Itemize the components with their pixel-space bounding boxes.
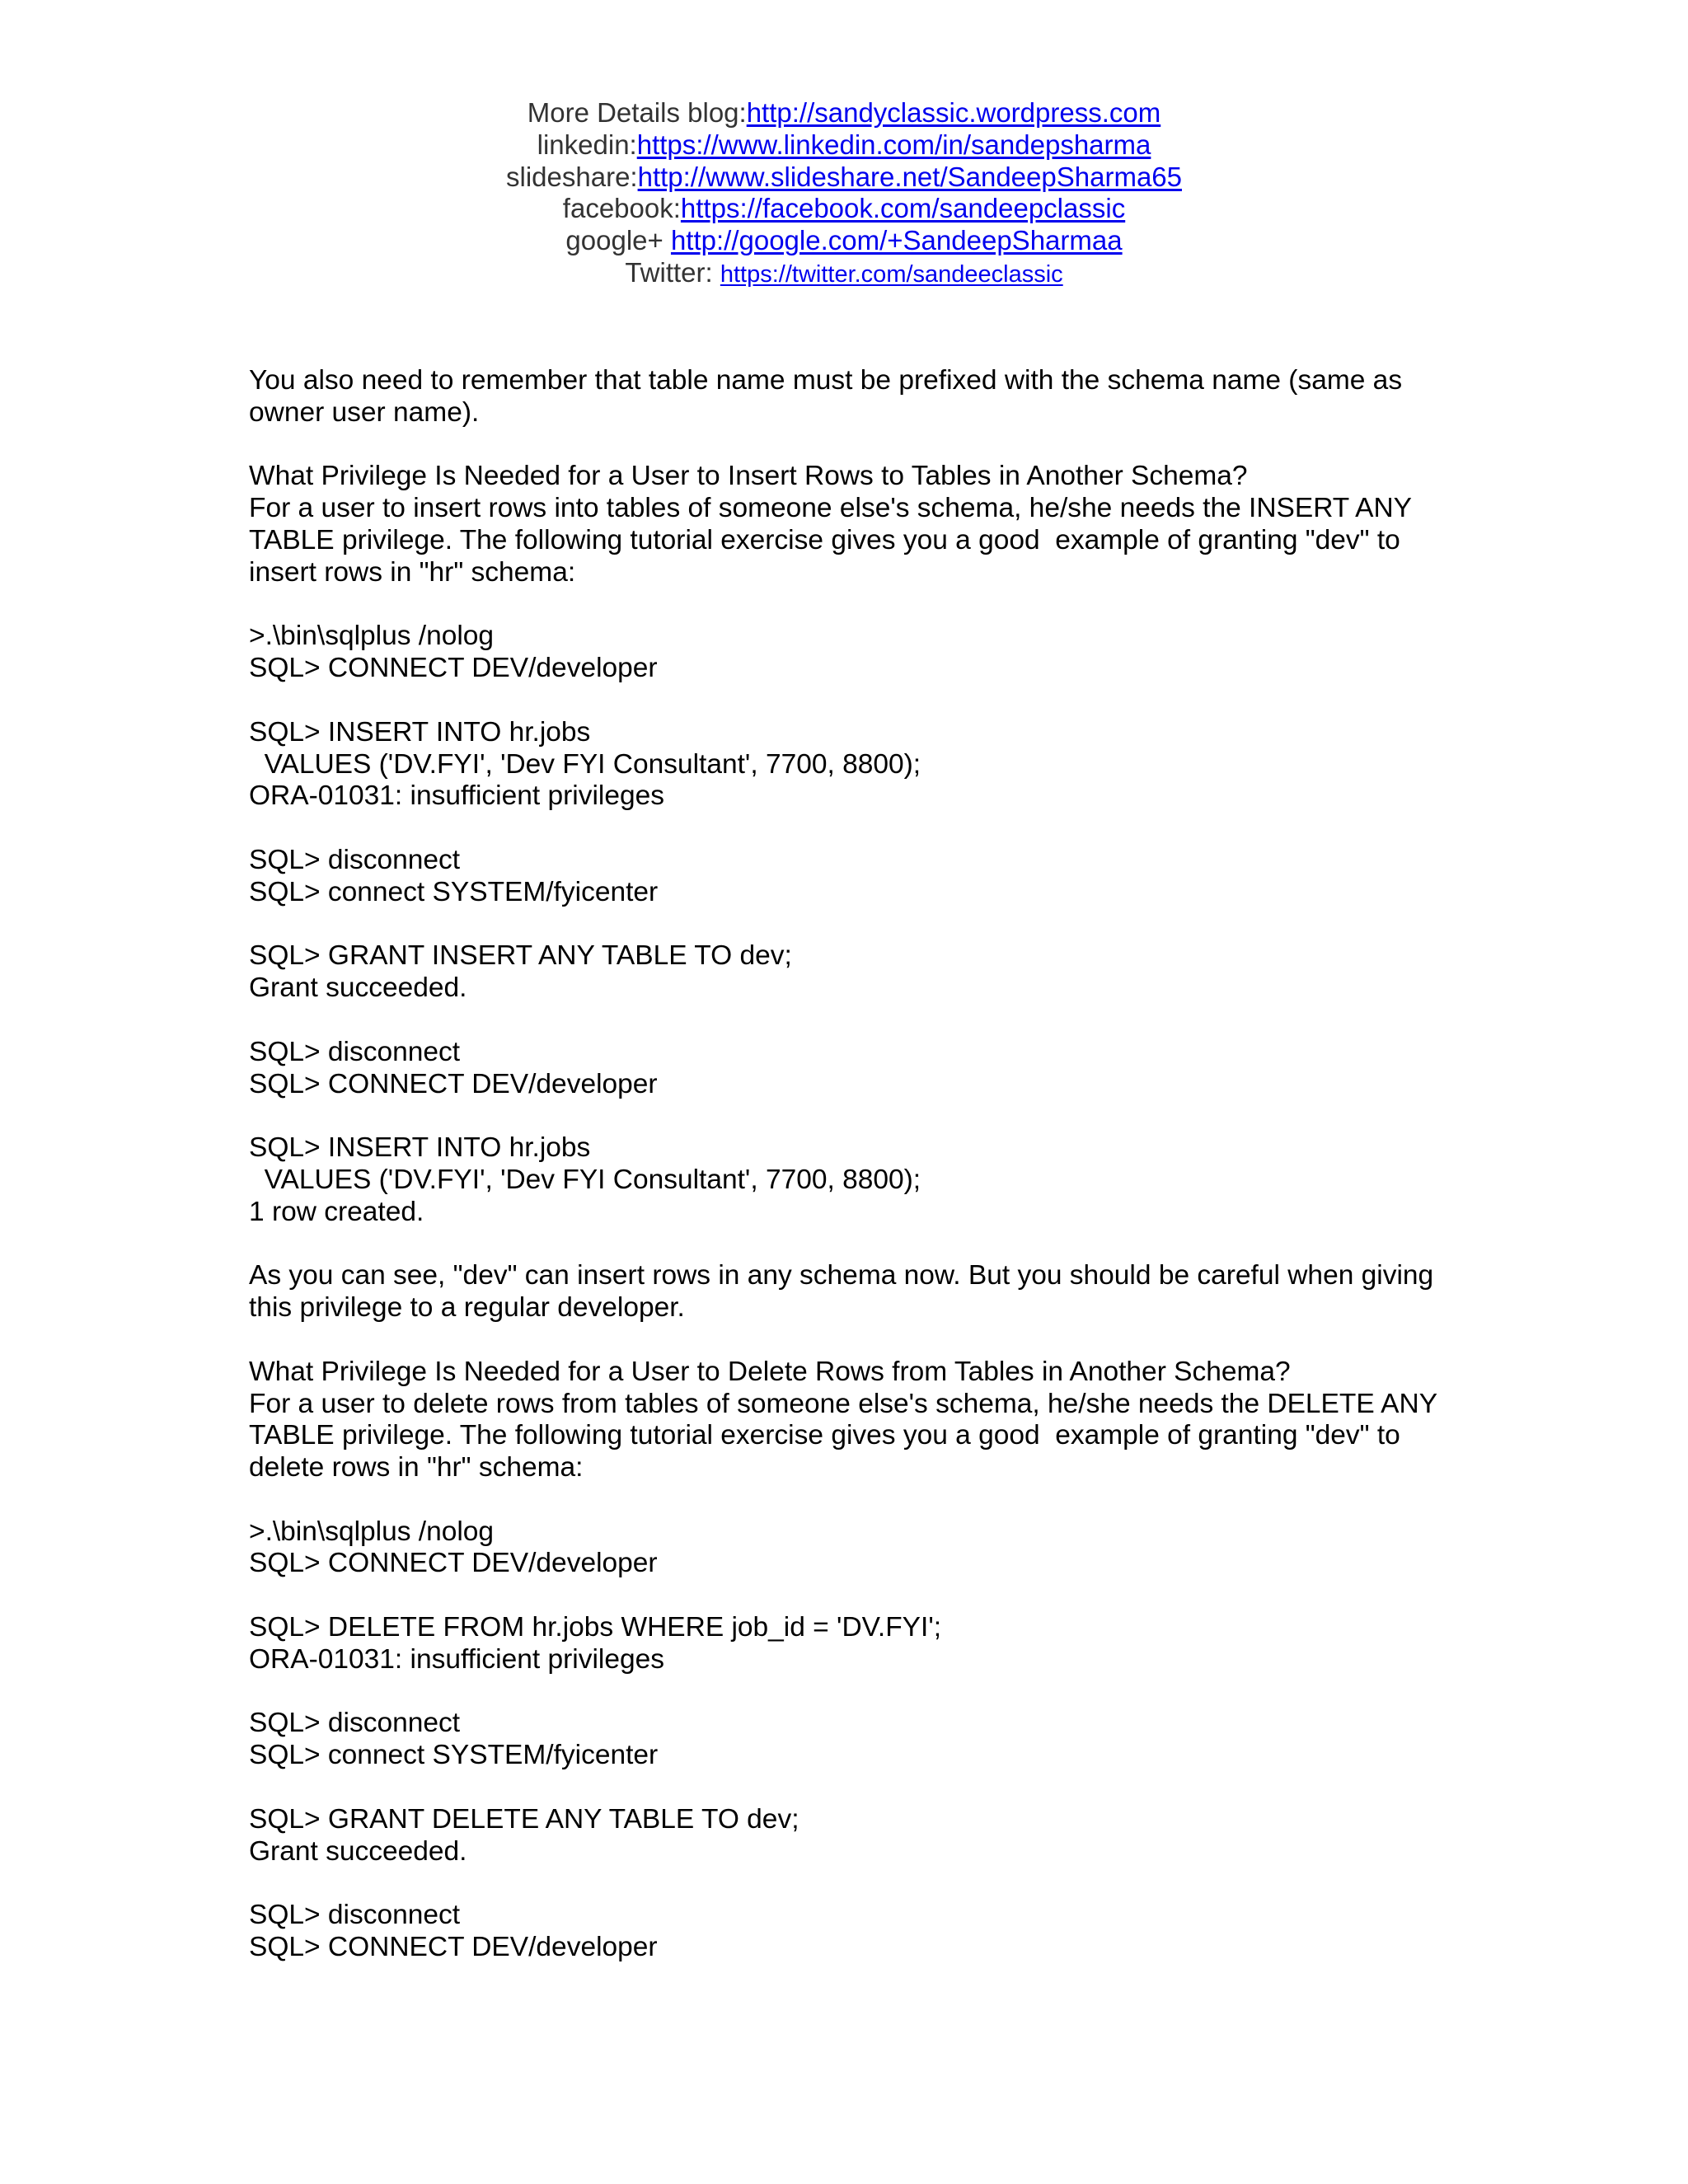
code-line: >.\bin\sqlplus /nolog [249,1516,495,1547]
delete-description-line: For a user to delete rows from tables of someone else's schema, he/she needs the DELETE ANY [249,1388,1438,1419]
facebook-line [0,193,1688,225]
insert-description-line: TABLE privilege. The following tutorial exercise gives you a good example of granting "dev" to [249,524,1400,555]
facebook-label: facebook: [562,193,681,224]
facebook-link[interactable]: https://facebook.com/sandeepclassic [680,193,1126,224]
code-line: SQL> INSERT INTO hr.jobs [249,716,591,748]
code-line: SQL> connect SYSTEM/fyicenter [249,876,659,907]
code-line: SQL> GRANT INSERT ANY TABLE TO dev; [249,940,792,972]
code-line: SQL> connect SYSTEM/fyicenter [249,1740,659,1771]
code-line: SQL> disconnect [249,1036,461,1067]
code-line: SQL> disconnect [249,844,461,875]
blog-link[interactable]: http://sandyclassic.wordpress.com [746,97,1161,128]
code-line: VALUES ('DV.FYI', 'Dev FYI Consultant', 7700, 8800); [249,1164,921,1195]
code-line: SQL> CONNECT DEV/developer [249,1068,658,1099]
contact-links-header [0,97,1688,291]
code-line: SQL> GRANT DELETE ANY TABLE TO dev; [249,1803,799,1835]
document-body [249,365,1461,1964]
slideshare-link[interactable]: http://www.slideshare.net/SandeepSharma65 [637,161,1182,192]
google-label: google+ [565,225,671,256]
insert-question: What Privilege Is Needed for a User to Insert Rows to Tables in Another Schema? [249,461,1248,492]
intro-line-1: You also need to remember that table name must be prefixed with the schema name (same as [249,365,1403,396]
blog-label: More Details blog: [527,97,747,128]
code-line: SQL> DELETE FROM hr.jobs WHERE job_id = 'DV.FYI'; [249,1612,942,1643]
google-line [0,225,1688,257]
linkedin-line [0,129,1688,162]
linkedin-link[interactable]: https://www.linkedin.com/in/sandepsharma [636,129,1151,160]
delete-description-line: delete rows in "hr" schema: [249,1452,584,1483]
code-line: VALUES ('DV.FYI', 'Dev FYI Consultant', 7700, 8800); [249,748,921,780]
twitter-line [0,257,1688,291]
code-line: 1 row created. [249,1196,424,1227]
code-line: SQL> CONNECT DEV/developer [249,653,658,684]
blog-line [0,97,1688,129]
code-line: SQL> disconnect [249,1900,461,1931]
code-line: ORA-01031: insufficient privileges [249,1643,665,1675]
delete-description-line: TABLE privilege. The following tutorial exercise gives you a good example of granting "dev" to [249,1420,1400,1451]
twitter-link[interactable]: https://twitter.com/sandeeclassic [720,260,1063,288]
delete-question: What Privilege Is Needed for a User to Delete Rows from Tables in Another Schema? [249,1356,1291,1387]
insert-description-line: For a user to insert rows into tables of someone else's schema, he/she needs the INSERT ANY [249,493,1413,524]
intro-line-2: owner user name). [249,396,480,428]
insert-conclusion-line: As you can see, "dev" can insert rows in any schema now. But you should be careful when giving [249,1260,1434,1291]
code-line: SQL> INSERT INTO hr.jobs [249,1132,591,1164]
insert-description-line: insert rows in "hr" schema: [249,556,576,588]
slideshare-line [0,162,1688,194]
code-line: ORA-01031: insufficient privileges [249,780,665,812]
code-line: SQL> disconnect [249,1708,461,1739]
code-line: SQL> CONNECT DEV/developer [249,1932,658,1963]
code-line: >.\bin\sqlplus /nolog [249,621,495,652]
code-line: SQL> CONNECT DEV/developer [249,1548,658,1579]
twitter-label: Twitter: [625,256,720,288]
google-link[interactable]: http://google.com/+SandeepSharmaa [670,225,1123,256]
code-line: Grant succeeded. [249,972,467,1004]
linkedin-label: linkedin: [537,129,637,160]
code-line: Grant succeeded. [249,1835,467,1867]
slideshare-label: slideshare: [506,161,638,192]
insert-conclusion-line: this privilege to a regular developer. [249,1292,685,1324]
